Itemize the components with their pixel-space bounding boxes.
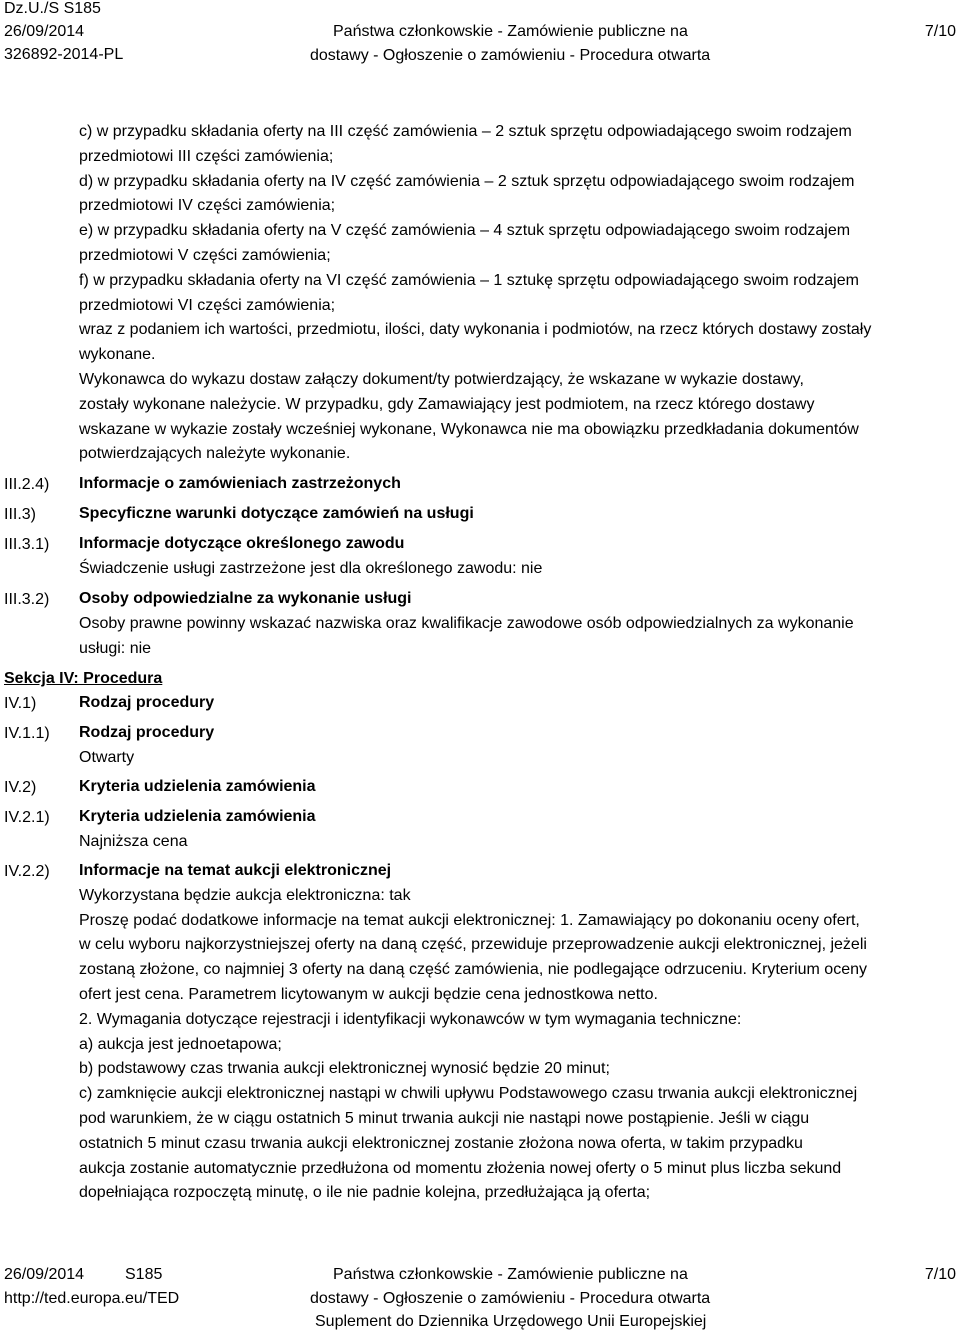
footer-title-line2: dostawy - Ogłoszenie o zamówieniu - Procedura otwarta (310, 1290, 711, 1307)
footer-date: 26/09/2014 (4, 1266, 85, 1283)
header-date: 26/09/2014 (4, 23, 85, 40)
header-title-line2: dostawy - Ogłoszenie o zamówieniu - Procedura otwarta (310, 47, 711, 64)
footer-page-number: 7/10 (924, 1266, 956, 1283)
footer-series: S185 (125, 1266, 163, 1283)
text-line: usługi: nie (79, 639, 152, 657)
text-line: ofert jest cena. Parametrem licytowanym w aukcji będzie cena jednostkowa netto. (79, 985, 658, 1003)
text-line: ostatnich 5 minut czasu trwania aukcji elektronicznej zostanie złożona nowa oferta, w takim przypadku (79, 1134, 803, 1152)
text-line: b) podstawowy czas trwania aukcji elektronicznej wynosić będzie 20 minut; (79, 1060, 610, 1078)
footer-url: http://ted.europa.eu/TED (4, 1290, 180, 1307)
section-title: Informacje o zamówieniach zastrzeżonych (79, 475, 401, 492)
section-heading: Sekcja IV: Procedura (4, 670, 163, 687)
text-line: przedmiotowi VI części zamówienia; (79, 296, 336, 314)
text-line: Otwarty (79, 748, 135, 766)
section-title: Rodzaj procedury (79, 694, 215, 711)
text-line: wraz z podaniem ich wartości, przedmiotu, ilości, daty wykonania i podmiotów, na rzecz których dostawy zostały (79, 321, 872, 339)
section-IV-2-2 (79, 859, 955, 1206)
text-line: d) w przypadku składania oferty na IV część zamówienia – 2 sztuk sprzętu odpowiadającego swoim rodzajem (79, 172, 855, 190)
section-title: Informacje na temat aukcji elektronicznej (79, 862, 392, 879)
continuation-text (79, 120, 955, 467)
section-IV-2-1 (79, 805, 955, 855)
section-number: IV.1.1) (4, 725, 50, 742)
section-number: IV.2.2) (4, 863, 50, 880)
section-number: IV.1) (4, 695, 37, 712)
text-line: wykonane. (79, 346, 156, 364)
section-III-2-4 (79, 472, 955, 497)
text-line: aukcja zostanie automatycznie przedłużona od momentu złożenia nowej oferty o 5 minut plus liczba sekund (79, 1159, 842, 1177)
text-line: zostały wykonane należycie. W przypadku, gdy Zamawiający jest podmiotem, na rzecz którego dostawy (79, 395, 815, 413)
section-title: Kryteria udzielenia zamówienia (79, 778, 316, 795)
section-number: IV.2.1) (4, 809, 50, 826)
text-line: zostaną złożone, co najmniej 3 oferty na daną część zamówienia, nie podlegające odrzuceniu. Kryterium oceny (79, 961, 867, 979)
section-III-3-1 (79, 532, 955, 582)
section-title: Osoby odpowiedzialne za wykonanie usługi (79, 590, 412, 607)
text-line: Najniższa cena (79, 832, 188, 850)
text-line: Osoby prawne powinny wskazać nazwiska oraz kwalifikacje zawodowe osób odpowiedzialnych za wykonanie (79, 614, 854, 632)
text-line: potwierdzających należyte wykonanie. (79, 445, 351, 463)
text-line: f) w przypadku składania oferty na VI część zamówienia – 1 sztukę sprzętu odpowiadającego swoim rodzajem (79, 271, 859, 289)
text-line: przedmiotowi V części zamówienia; (79, 246, 331, 264)
section-title: Informacje dotyczące określonego zawodu (79, 535, 405, 552)
header-reference: 326892-2014-PL (4, 46, 124, 63)
text-line: przedmiotowi III części zamówienia; (79, 147, 334, 165)
text-line: przedmiotowi IV części zamówienia; (79, 197, 336, 215)
text-line: c) zamknięcie aukcji elektronicznej nastąpi w chwili upływu Podstawowego czasu trwania aukcji elektronicznej (79, 1085, 858, 1103)
header-title-line1: Państwa członkowskie - Zamówienie publiczne na (333, 23, 688, 40)
section-III-3-2 (79, 587, 955, 661)
text-line: a) aukcja jest jednoetapowa; (79, 1035, 282, 1053)
section-IV-2 (79, 775, 955, 800)
text-line: 2. Wymagania dotyczące rejestracji i identyfikacji wykonawców w tym wymagania techniczne: (79, 1010, 742, 1028)
section-number: III.3.1) (4, 536, 50, 553)
text-line: e) w przypadku składania oferty na V część zamówienia – 4 sztuk sprzętu odpowiadającego swoim rodzajem (79, 222, 851, 240)
section-number: III.2.4) (4, 476, 50, 493)
text-line: Świadczenie usługi zastrzeżone jest dla określonego zawodu: nie (79, 559, 543, 577)
text-line: pod warunkiem, że w ciągu ostatnich 5 minut trwania aukcji nie nastąpi nowe postąpienie. Jeśli w ciągu (79, 1109, 810, 1127)
text-line: Proszę podać dodatkowe informacje na temat aukcji elektronicznej: 1. Zamawiający po dokonaniu oceny ofert, (79, 911, 860, 929)
section-title: Rodzaj procedury (79, 724, 215, 741)
section-number: III.3) (4, 506, 37, 523)
header-page-number: 7/10 (924, 23, 956, 40)
footer-title-line3: Suplement do Dziennika Urzędowego Unii Europejskiej (315, 1313, 707, 1330)
section-title: Kryteria udzielenia zamówienia (79, 808, 316, 825)
text-line: Wykorzystana będzie aukcja elektroniczna: tak (79, 886, 411, 904)
section-number: IV.2) (4, 779, 37, 796)
text-line: Wykonawca do wykazu dostaw załączy dokument/ty potwierdzający, że wskazane w wykazie dostawy, (79, 370, 804, 388)
text-line: dopełniająca rozpoczętą minutę, o ile nie padnie kolejna, przedłużająca ją oferta; (79, 1184, 651, 1202)
section-IV-1 (79, 691, 955, 716)
text-line: w celu wyboru najkorzystniejszej oferty na daną część, przewiduje przeprowadzenie aukcji elektronicznej, jeżeli (79, 936, 867, 954)
section-IV-1-1 (79, 721, 955, 771)
footer-title-line1: Państwa członkowskie - Zamówienie publiczne na (333, 1266, 688, 1283)
section-number: III.3.2) (4, 591, 50, 608)
header-journal: Dz.U./S S185 (4, 0, 101, 17)
section-title: Specyficzne warunki dotyczące zamówień na usługi (79, 505, 474, 522)
section-III-3 (79, 502, 955, 527)
text-line: c) w przypadku składania oferty na III część zamówienia – 2 sztuk sprzętu odpowiadającego swoim rodzajem (79, 123, 852, 140)
text-line: wskazane w wykazie zostały wcześniej wykonane, Wykonawca nie ma obowiązku przedkładania dokumentów (79, 420, 859, 438)
